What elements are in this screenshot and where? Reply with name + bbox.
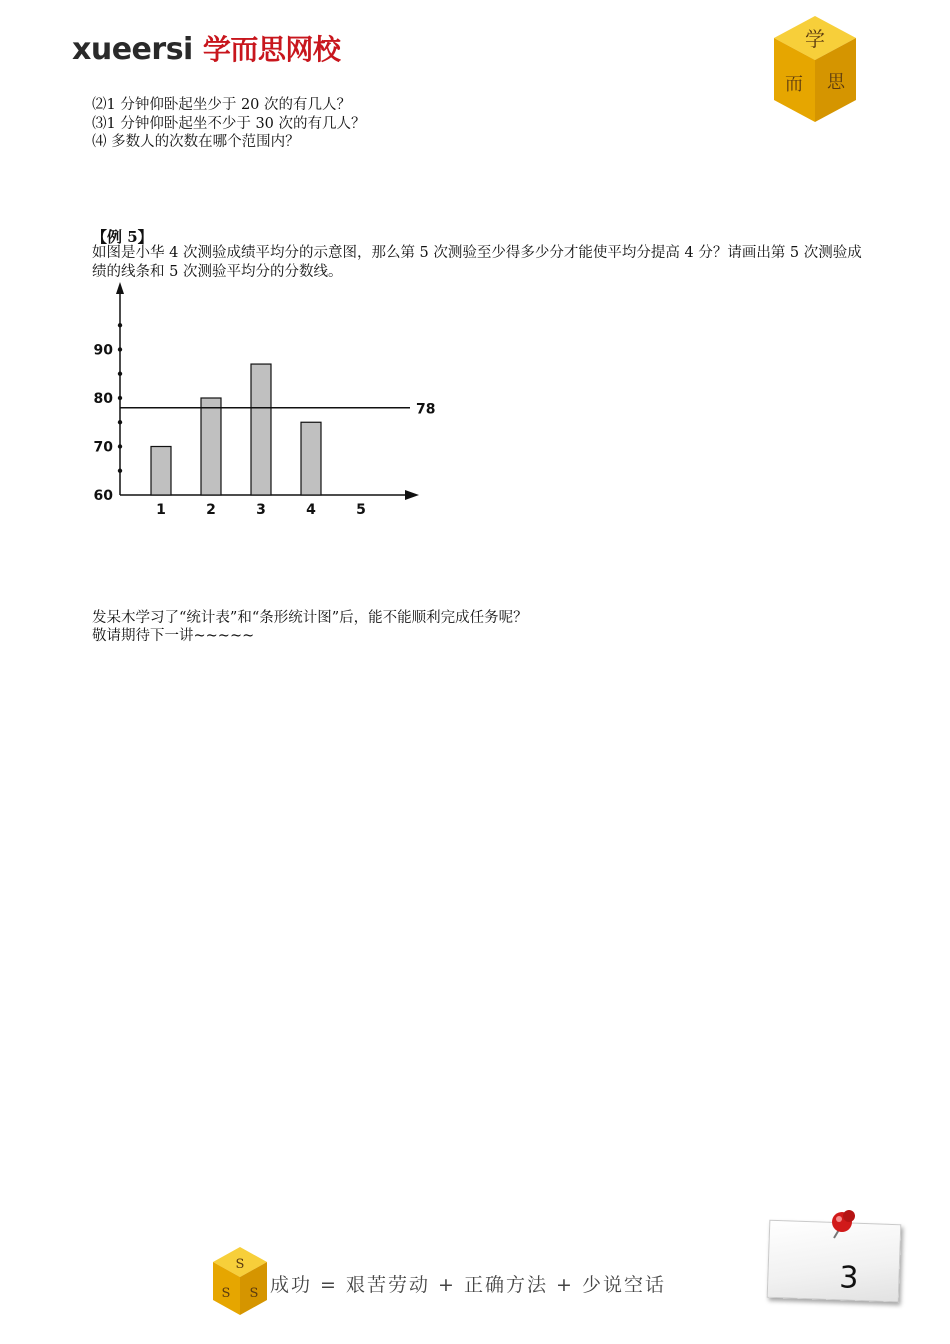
footer-cube-letter-2: S [221,1286,231,1301]
brand-chinese: 学而思网校 [202,33,341,66]
brand-logo [72,30,340,70]
page-number: 3 [838,1260,860,1296]
brand-latin: xueersi [72,32,193,67]
average-line-label: 78 [416,401,436,418]
bar-3 [251,364,271,495]
y-tick-label: 70 [93,439,113,456]
y-tick-mark [118,444,122,448]
cube-logo-icon [770,12,860,127]
cube-char-2: 而 [785,74,803,95]
y-minor-tick [118,469,122,473]
closing-line-1: 发呆木学习了“统计表”和“条形统计图”后，能不能顺利完成任务呢？ [92,610,528,626]
question-4: ⑷ 多数人的次数在哪个范围内？ [92,134,300,150]
bar-4 [301,422,321,495]
x-tick-label: 4 [306,502,316,518]
y-minor-tick [118,420,122,424]
footer-cube-letter-3: S [249,1286,259,1301]
footer-cube-icon [210,1245,270,1317]
pushpin-icon [822,1204,862,1244]
question-2: ⑵1 分钟仰卧起坐少于 20 次的有几人？ [92,97,352,113]
example-text: 如图是小华 4 次测验成绩平均分的示意图，那么第 5 次测验至少得多少分才能使平均分提高 4 分？请画出第 5 次测验成绩的线条和 5 次测验平均分的分数线。 [92,245,862,280]
y-axis-arrow-icon [116,282,124,294]
footer-motto: 成功 = 艰苦劳动 + 正确方法 + 少说空话 [270,1274,666,1296]
footer-cube-letter-1: S [235,1257,245,1272]
y-minor-tick [118,372,122,376]
x-tick-label: 3 [256,502,266,518]
bar-2 [201,398,221,495]
x-tick-label: 5 [356,502,366,518]
x-tick-label: 2 [206,502,216,518]
cube-char-1: 学 [805,27,825,51]
y-tick-label: 60 [93,488,113,504]
example-label: 【例 5】 [92,228,153,246]
question-3: ⑶1 分钟仰卧起坐不少于 30 次的有几人？ [92,116,366,132]
x-tick-label: 1 [156,502,166,518]
bar-1 [151,447,171,496]
y-tick-mark [118,396,122,400]
y-tick-label: 80 [93,391,113,407]
cube-char-3: 思 [827,72,845,93]
x-axis-arrow-icon [405,490,419,500]
y-tick-label: 90 [93,342,113,359]
y-tick-mark [118,347,122,351]
y-minor-tick [118,323,122,327]
bar-chart [85,280,445,530]
closing-line-2: 敬请期待下一讲~~~~~ [92,628,255,644]
